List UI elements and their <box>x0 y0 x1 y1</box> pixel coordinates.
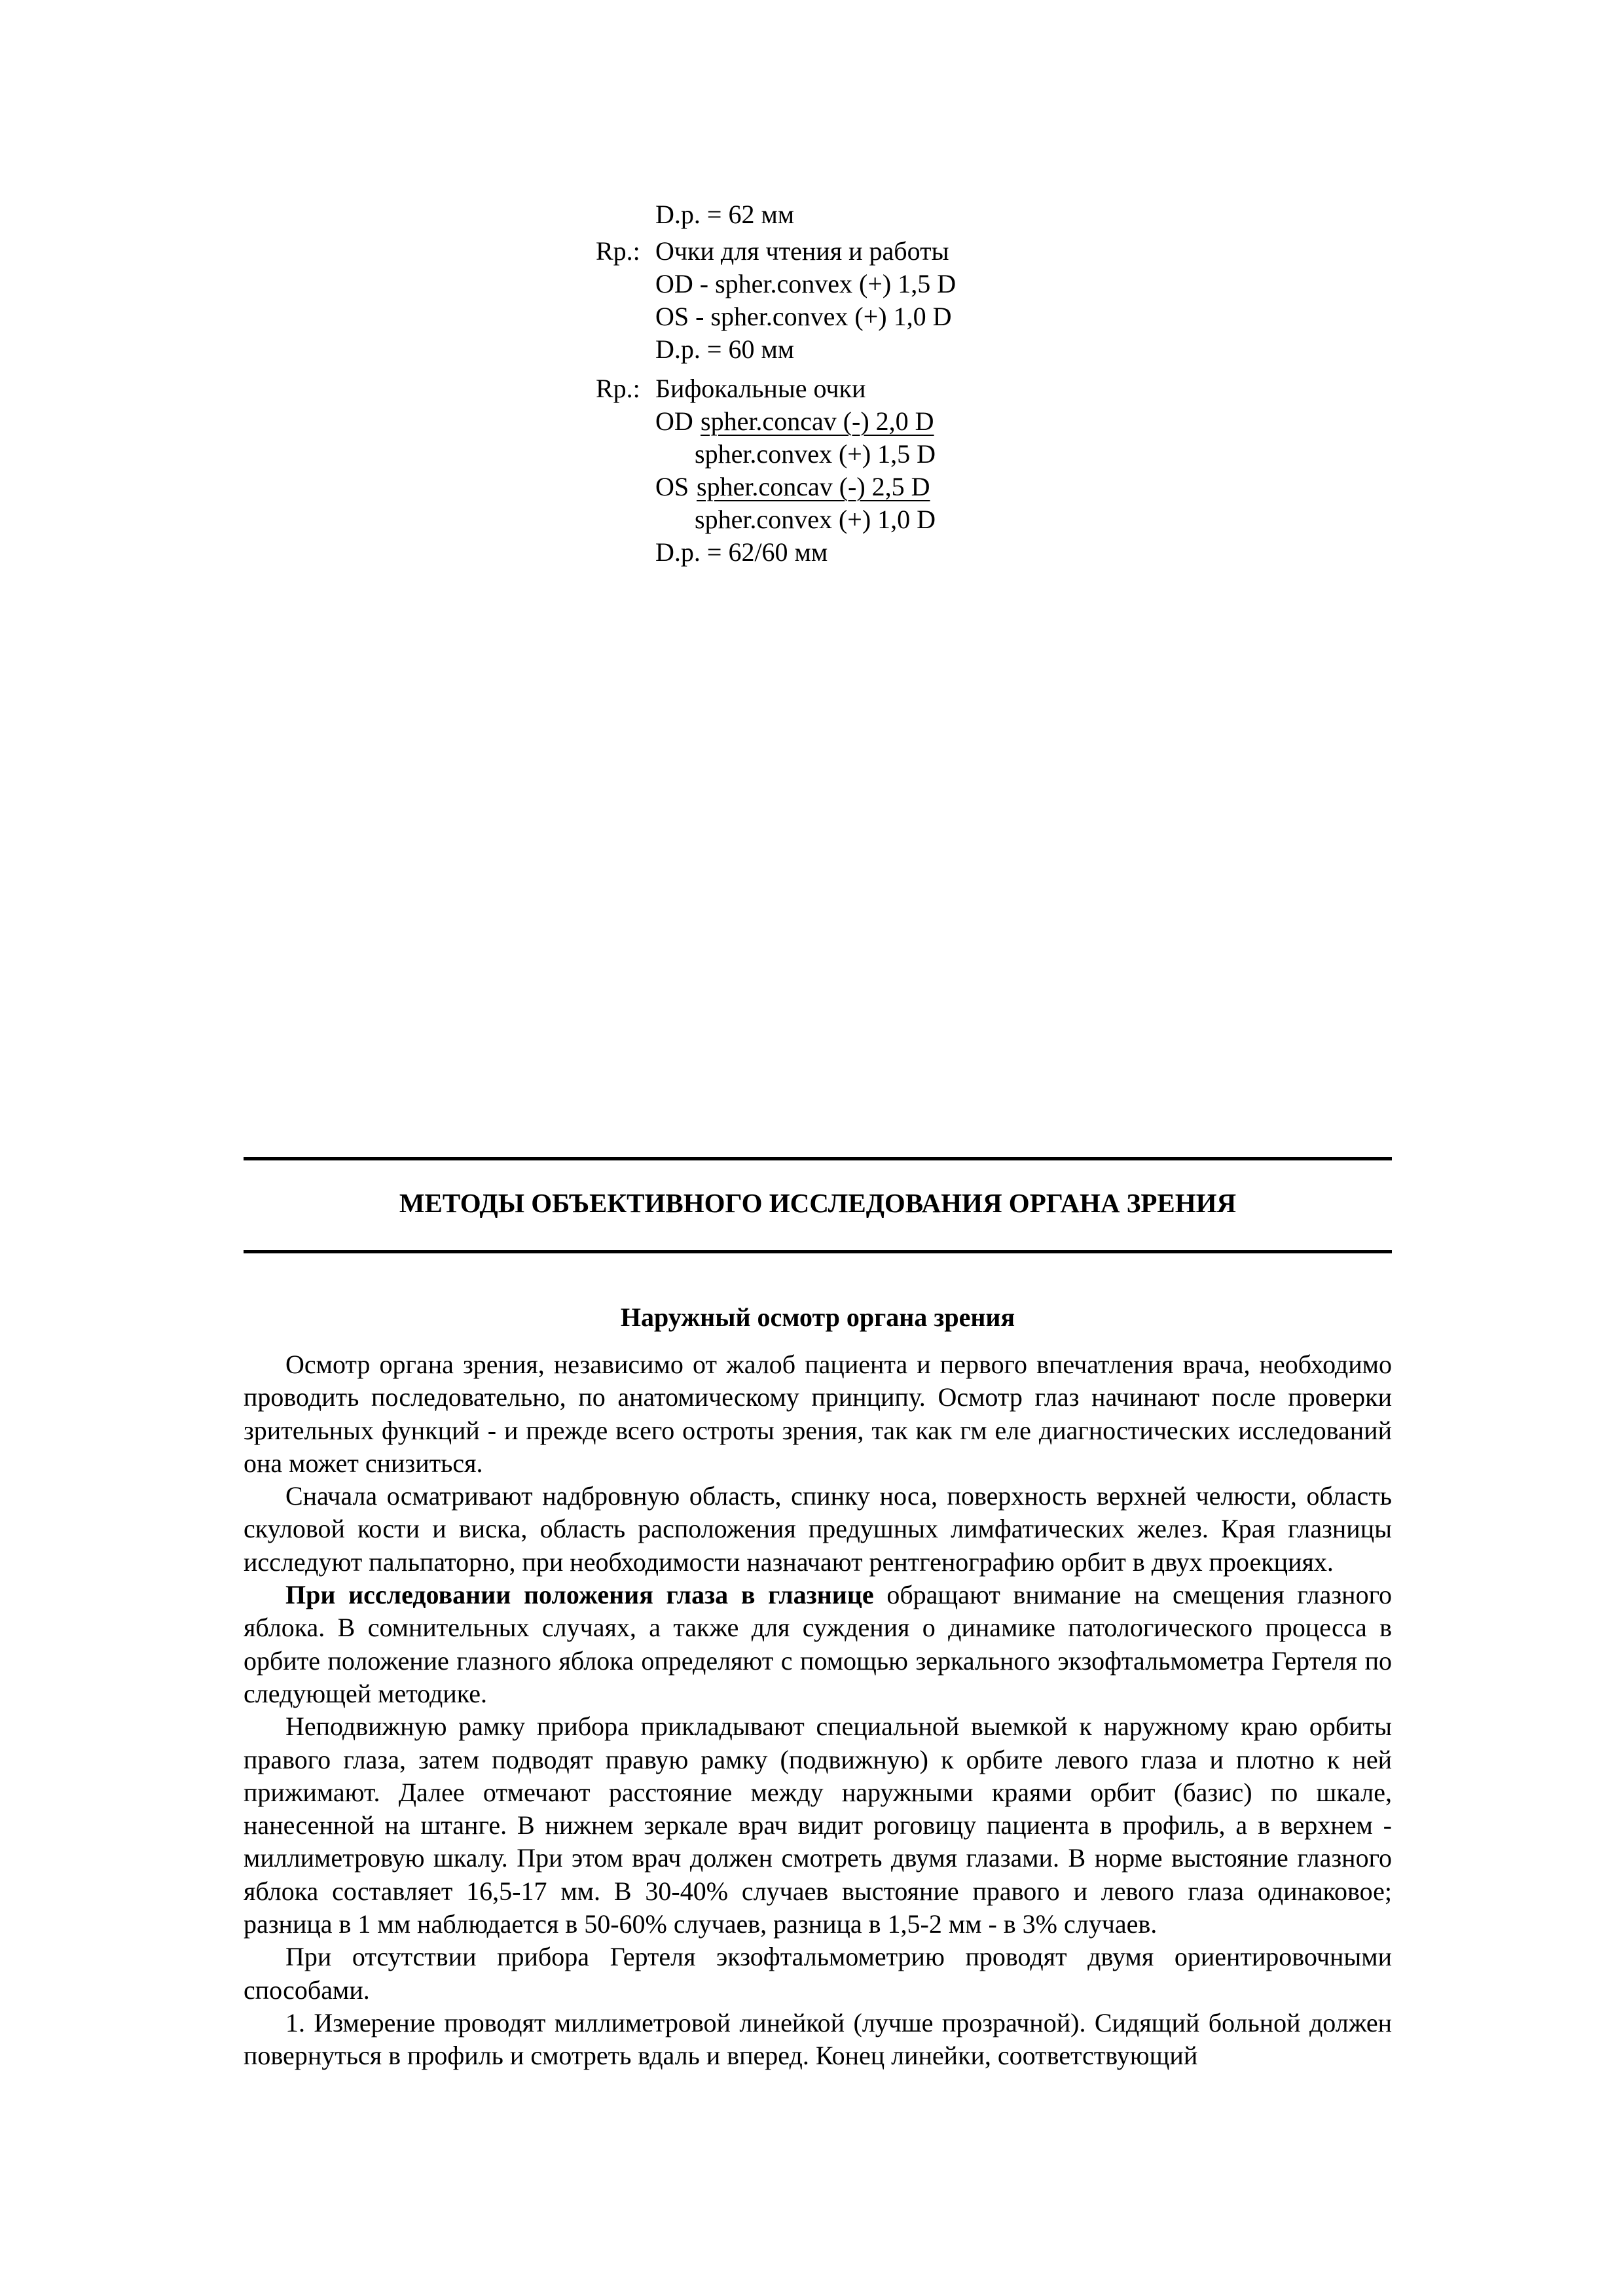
paragraph-6: 1. Измерение проводят миллиметровой линейкой (лучше прозрачной). Сидящий больной должен повернуться в профиль и смотреть вдаль и вперед. Конец линейки, соответствующий <box>244 2007 1392 2071</box>
rx-bifocal-od-label: OD <box>655 406 693 436</box>
section-rule-top <box>244 1157 1392 1160</box>
paragraph-4: Неподвижную рамку прибора прикладывают специальной выемкой к наружному краю орбиты правого глаза, затем подводят правую рамку (подвижную) к орбите левого глаза и плотно к ней прижимают. Далее отмечают расстояние между наружными краями орбит (базис) по шкале, нанесенной на штанге. В нижнем зеркале врач видит роговицу пациента в профиль, а в верхнем - миллиметровую шкалу. При этом врач должен смотреть двумя глазами. В норме выстояние глазного яблока составляет 16,5-17 мм. В 30-40% случаев выстояние правого и левого глаза одинаковое; разница в 1 мм наблюдается в 50-60% случаев, разница в 1,5-2 мм - в 3% случаев. <box>244 1712 1392 1939</box>
paragraph-3 <box>244 1579 1392 1710</box>
rx-bifocal-os-convex: spher.convex (+) 1,0 D <box>695 505 936 534</box>
paragraph-1: Осмотр органа зрения, независимо от жалоб пациента и первого впечатления врача, необходимо проводить последовательно, по анатомическому принципу. Осмотр глаз начинают после проверки зрительных функций - и прежде всего остроты зрения, так как гм еле диагностических исследований она может снизиться. <box>244 1350 1392 1478</box>
paragraph-2: Сначала осматривают надбровную область, спинку носа, поверхность верхней челюсти, область скуловой кости и виска, область расположения предушных лимфатических желез. Края глазницы исследуют пальпаторно, при необходимости назначают рентгенографию орбит в двух проекциях. <box>244 1481 1392 1577</box>
section-rule-bottom <box>244 1250 1392 1253</box>
section-subtitle: Наружный осмотр органа зрения <box>620 1302 1015 1332</box>
paragraph-5: При отсутствии прибора Гертеля экзофтальмометрию проводят двумя ориентировочными способами. <box>244 1942 1392 2005</box>
rx-bifocal-dp: D.p. = 62/60 мм <box>655 537 828 567</box>
rx-reading-os: OS - spher.convex (+) 1,0 D <box>655 302 952 331</box>
rp-label-reading: Rp.: <box>596 236 640 266</box>
paragraph-3-rest: обращают внимание на смещения глазного яблока. В сомнительных случаях, а также для суждения о динамике патологического процесса в орбите положение глазного яблока определяют с помощью зеркального экзофтальмометра Гертеля по следующей методике. <box>244 1580 1392 1708</box>
rp-label-bifocal: Rp.: <box>596 374 640 403</box>
rx-reading-od: OD - spher.convex (+) 1,5 D <box>655 269 957 298</box>
rx-reading-title: Очки для чтения и работы <box>655 236 949 266</box>
rx-bifocal-os-concav: spher.concav (-) 2,5 D <box>697 472 930 501</box>
rx-bifocal-od-concav: spher.concav (-) 2,0 D <box>701 406 934 436</box>
rx-bifocal-title: Бифокальные очки <box>655 374 866 403</box>
dp-line-top: D.p. = 62 мм <box>655 200 795 229</box>
section-title: МЕТОДЫ ОБЪЕКТИВНОГО ИССЛЕДОВАНИЯ ОРГАНА ЗРЕНИЯ <box>399 1188 1237 1218</box>
rx-bifocal-os-label: OS <box>655 472 689 501</box>
rx-bifocal-od-convex: spher.convex (+) 1,5 D <box>695 439 936 469</box>
paragraph-3-bold: При исследовании положения глаза в глазнице <box>285 1580 874 1610</box>
body-text <box>244 1348 1392 2073</box>
rx-reading-dp: D.p. = 60 мм <box>655 334 795 364</box>
